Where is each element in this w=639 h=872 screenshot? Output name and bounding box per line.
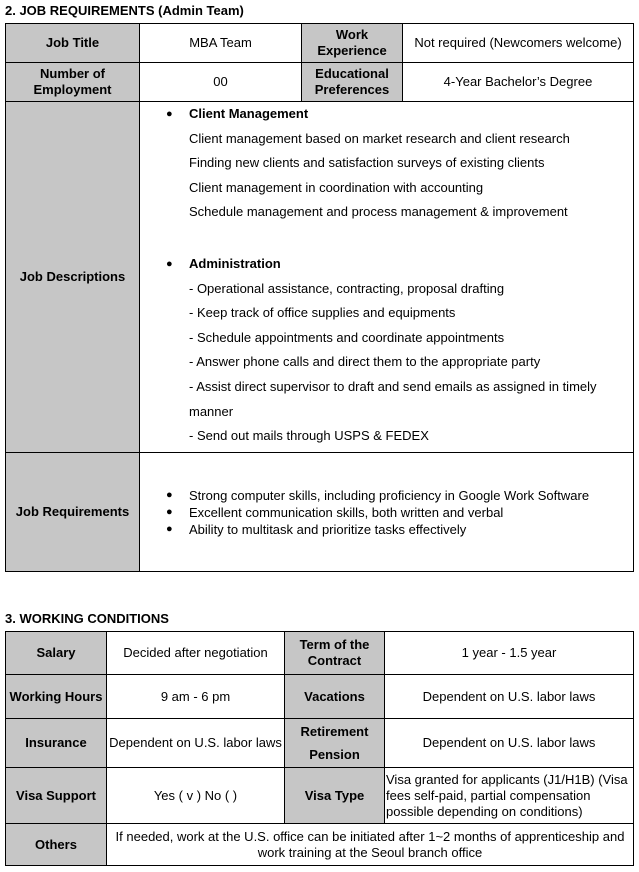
- working-hours-label: Working Hours: [6, 675, 107, 719]
- list-item: Client management in coordination with accounting: [189, 179, 484, 195]
- others-label: Others: [6, 824, 107, 866]
- list-item: Finding new clients and satisfaction surveys of existing clients: [189, 155, 545, 171]
- list-item: Schedule management and process management & improvement: [189, 204, 568, 220]
- education-value: 4-Year Bachelor’s Degree: [403, 63, 634, 102]
- others-value: If needed, work at the U.S. office can be initiated after 1~2 months of apprenticeship and work training at the Seoul branch office: [107, 824, 634, 866]
- retirement-label: Retirement Pension: [285, 719, 385, 768]
- list-item: Client management based on market research and client research: [189, 130, 570, 146]
- work-experience-label: Work Experience: [302, 24, 403, 63]
- list-item: - Send out mails through USPS & FEDEX: [189, 428, 429, 444]
- list-item: ● Excellent communication skills, both written and verbal: [166, 504, 504, 520]
- bullet-icon: ●: [166, 257, 173, 270]
- working-hours-value: 9 am - 6 pm: [107, 675, 285, 719]
- job-title-label: Job Title: [6, 24, 140, 63]
- list-item: - Answer phone calls and direct them to the appropriate party: [189, 354, 541, 370]
- job-title-value: MBA Team: [140, 24, 302, 63]
- job-requirements-cell: [140, 453, 634, 572]
- list-item: ● Strong computer skills, including proficiency in Google Work Software: [166, 487, 590, 503]
- salary-value: Decided after negotiation: [107, 632, 285, 675]
- job-descriptions-list: [140, 102, 633, 449]
- working-conditions-table: [5, 631, 634, 866]
- list-item: - Operational assistance, contracting, proposal drafting: [189, 280, 505, 296]
- insurance-label: Insurance: [6, 719, 107, 768]
- client-management-heading: ● Client Management: [140, 102, 633, 127]
- section-title-job-requirements: 2. JOB REQUIREMENTS (Admin Team): [5, 3, 244, 18]
- bullet-icon: ●: [166, 505, 173, 518]
- list-item: - Keep track of office supplies and equipments: [189, 305, 456, 321]
- visa-type-label: Visa Type: [285, 768, 385, 824]
- vacations-value: Dependent on U.S. labor laws: [385, 675, 634, 719]
- list-item: - Schedule appointments and coordinate appointments: [189, 329, 505, 345]
- job-requirements-label: Job Requirements: [6, 453, 140, 572]
- job-descriptions-cell: [140, 102, 634, 453]
- job-descriptions-label: Job Descriptions: [6, 102, 140, 453]
- list-item: ● Ability to multitask and prioritize tasks effectively: [166, 521, 467, 537]
- visa-type-value: Visa granted for applicants (J1/H1B) (Visa fees self-paid, partial compensation possible depending on conditions): [385, 768, 634, 824]
- visa-support-label: Visa Support: [6, 768, 107, 824]
- work-experience-value: Not required (Newcomers welcome): [403, 24, 634, 63]
- list-item: - Assist direct supervisor to draft and send emails as assigned in timely manner: [189, 378, 597, 419]
- vacations-label: Vacations: [285, 675, 385, 719]
- retirement-value: Dependent on U.S. labor laws: [385, 719, 634, 768]
- insurance-value: Dependent on U.S. labor laws: [107, 719, 285, 768]
- bullet-icon: ●: [166, 522, 173, 535]
- term-value: 1 year - 1.5 year: [385, 632, 634, 675]
- salary-label: Salary: [6, 632, 107, 675]
- visa-support-value: Yes ( v ) No ( ): [107, 768, 285, 824]
- employment-label: Number of Employment: [6, 63, 140, 102]
- bullet-icon: ●: [166, 488, 173, 501]
- section-title-working-conditions: 3. WORKING CONDITIONS: [5, 611, 169, 626]
- job-requirements-list: [140, 487, 633, 538]
- education-label: Educational Preferences: [302, 63, 403, 102]
- spacer: [140, 225, 633, 252]
- job-requirements-table: [5, 23, 634, 572]
- employment-value: 00: [140, 63, 302, 102]
- administration-heading: ● Administration: [140, 252, 633, 277]
- bullet-icon: ●: [166, 108, 173, 120]
- term-label: Term of the Contract: [285, 632, 385, 675]
